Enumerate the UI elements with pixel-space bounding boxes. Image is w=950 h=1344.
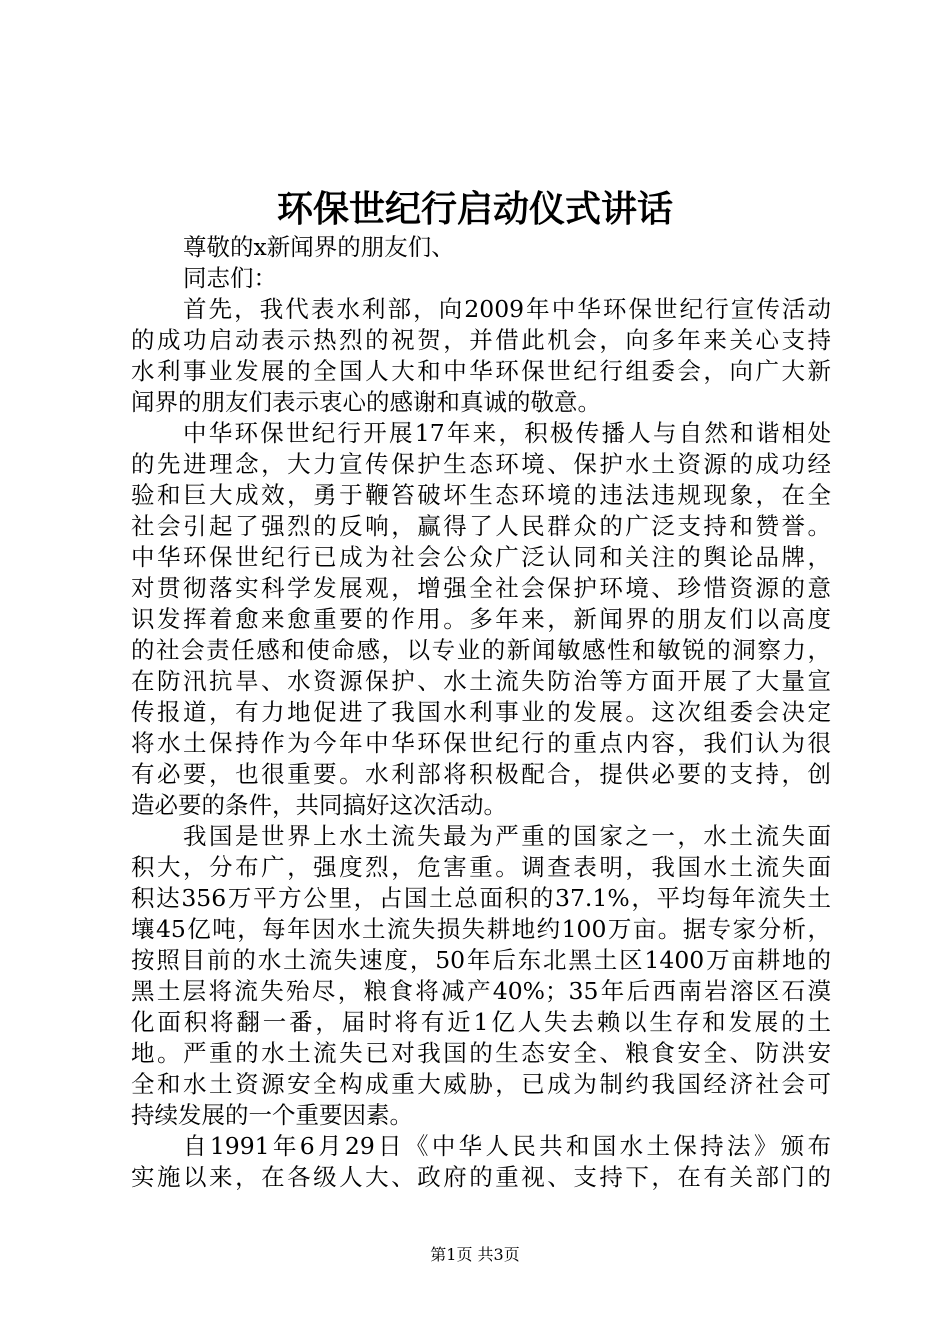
text-line: 传报道，有力地促进了我国水利事业的发展。这次组委会决定	[131, 698, 831, 726]
text-line: 验和巨大成效，勇于鞭笞破坏生态环境的违法违规现象，在全	[131, 481, 831, 509]
text-line: 中华环保世纪行已成为社会公众广泛认同和关注的舆论品牌，	[131, 543, 831, 571]
text-line: 造必要的条件，共同搞好这次活动。	[131, 791, 507, 819]
text-line: 同志们：	[183, 264, 277, 292]
text-line: 尊敬的x新闻界的朋友们、	[183, 233, 455, 261]
text-line: 有必要，也很重要。水利部将积极配合，提供必要的支持，创	[131, 760, 831, 788]
document-title: 环保世纪行启动仪式讲话	[276, 188, 673, 230]
document-body	[131, 232, 831, 1193]
text-line: 闻界的朋友们表示衷心的感谢和真诚的敬意。	[131, 388, 601, 416]
page-footer: 第1页 共3页	[430, 1245, 520, 1264]
text-line: 首先，我代表水利部，向2009年中华环保世纪行宣传活动	[183, 295, 831, 323]
text-line: 黑土层将流失殆尽，粮食将减产40%；35年后西南岩溶区石漠	[131, 977, 831, 1005]
text-line: 的社会责任感和使命感，以专业的新闻敏感性和敏锐的洞察力，	[131, 636, 831, 664]
text-line: 全和水土资源安全构成重大威胁，已成为制约我国经济社会可	[131, 1070, 831, 1098]
text-line: 自1991年6月29日《中华人民共和国水土保持法》颁布	[183, 1132, 831, 1160]
text-line: 中华环保世纪行开展17年来，积极传播人与自然和谐相处	[183, 419, 831, 447]
text-line: 识发挥着愈来愈重要的作用。多年来，新闻界的朋友们以高度	[131, 605, 831, 633]
text-line: 地。严重的水土流失已对我国的生态安全、粮食安全、防洪安	[131, 1039, 831, 1067]
text-line: 按照目前的水土流失速度，50年后东北黑土区1400万亩耕地的	[131, 946, 831, 974]
text-line: 持续发展的一个重要因素。	[131, 1101, 413, 1129]
text-line: 将水土保持作为今年中华环保世纪行的重点内容，我们认为很	[131, 729, 831, 757]
text-line: 的成功启动表示热烈的祝贺，并借此机会，向多年来关心支持	[131, 326, 831, 354]
text-line: 对贯彻落实科学发展观，增强全社会保护环境、珍惜资源的意	[131, 574, 831, 602]
text-line: 的先进理念，大力宣传保护生态环境、保护水土资源的成功经	[131, 450, 831, 478]
text-line: 积大，分布广，强度烈，危害重。调查表明，我国水土流失面	[131, 853, 831, 881]
text-line: 水利事业发展的全国人大和中华环保世纪行组委会，向广大新	[131, 357, 831, 385]
text-line: 实施以来，在各级人大、政府的重视、支持下，在有关部门的	[131, 1163, 831, 1191]
text-line: 我国是世界上水土流失最为严重的国家之一，水土流失面	[183, 822, 831, 850]
text-line: 在防汛抗旱、水资源保护、水土流失防治等方面开展了大量宣	[131, 667, 831, 695]
text-line: 社会引起了强烈的反响，赢得了人民群众的广泛支持和赞誉。	[131, 512, 831, 540]
text-line: 化面积将翻一番，届时将有近1亿人失去赖以生存和发展的土	[131, 1008, 831, 1036]
text-line: 积达356万平方公里，占国土总面积的37.1%，平均每年流失土	[131, 884, 831, 912]
text-line: 壤45亿吨，每年因水土流失损失耕地约100万亩。据专家分析，	[131, 915, 831, 943]
